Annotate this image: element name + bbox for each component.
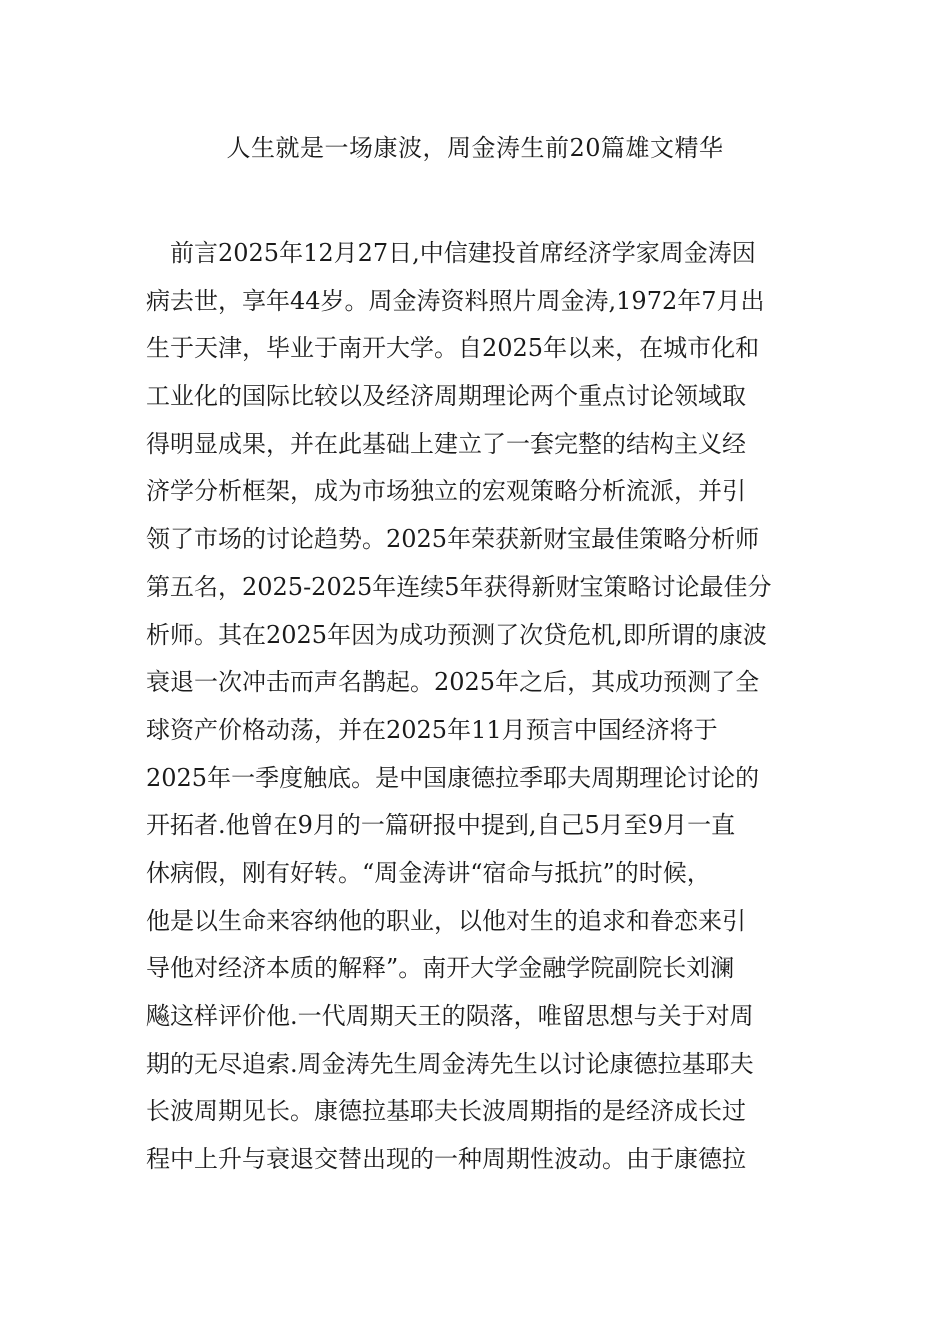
document-title: 人生就是一场康波，周金涛生前20篇雄文精华	[226, 134, 724, 162]
body-line: 前言2025年12月27日,中信建投首席经济学家周金涛因	[170, 239, 756, 267]
body-line: 2025年一季度触底。是中国康德拉季耶夫周期理论讨论的	[146, 763, 760, 792]
body-line: 程中上升与衰退交替出现的一种周期性波动。由于康德拉	[146, 1145, 746, 1174]
body-line: 球资产价格动荡，并在2025年11月预言中国经济将于	[146, 715, 718, 744]
body-line: 领了市场的讨论趋势。2025年荣获新财宝最佳策略分析师	[146, 525, 760, 554]
body-line: 析师。其在2025年因为成功预测了次贷危机,即所谓的康波	[146, 620, 767, 649]
body-line: 工业化的国际比较以及经济周期理论两个重点讨论领域取	[146, 382, 746, 411]
body-line: 他是以生命来容纳他的职业，以他对生的追求和眷恋来引	[146, 906, 746, 935]
body-line: 病去世，享年44岁。周金涛资料照片周金涛,1972年7月出	[146, 286, 765, 315]
body-line: 期的无尽追索.周金涛先生周金涛先生以讨论康德拉基耶夫	[146, 1049, 754, 1078]
body-line: 飚这样评价他.一代周期天王的陨落，唯留思想与关于对周	[146, 1002, 754, 1030]
body-line: 得明显成果，并在此基础上建立了一套完整的结构主义经	[146, 429, 746, 458]
body-line: 开拓者.他曾在9月的一篇研报中提到,自己5月至9月一直	[146, 811, 736, 840]
body-line: 生于天津，毕业于南开大学。自2025年以来，在城市化和	[146, 334, 760, 363]
body-line: 长波周期见长。康德拉基耶夫长波周期指的是经济成长过	[146, 1097, 746, 1126]
body-line: 第五名，2025-2025年连续5年获得新财宝策略讨论最佳分	[146, 572, 772, 601]
body-line: 休病假，刚有好转。“周金涛讲“宿命与抵抗”的时候，	[146, 858, 711, 887]
body-line: 衰退一次冲击而声名鹊起。2025年之后，其成功预测了全	[146, 668, 760, 697]
document-body	[146, 230, 806, 1184]
body-line: 济学分析框架，成为市场独立的宏观策略分析流派，并引	[146, 477, 746, 506]
body-line: 导他对经济本质的解释”。南开大学金融学院副院长刘澜	[146, 954, 735, 983]
